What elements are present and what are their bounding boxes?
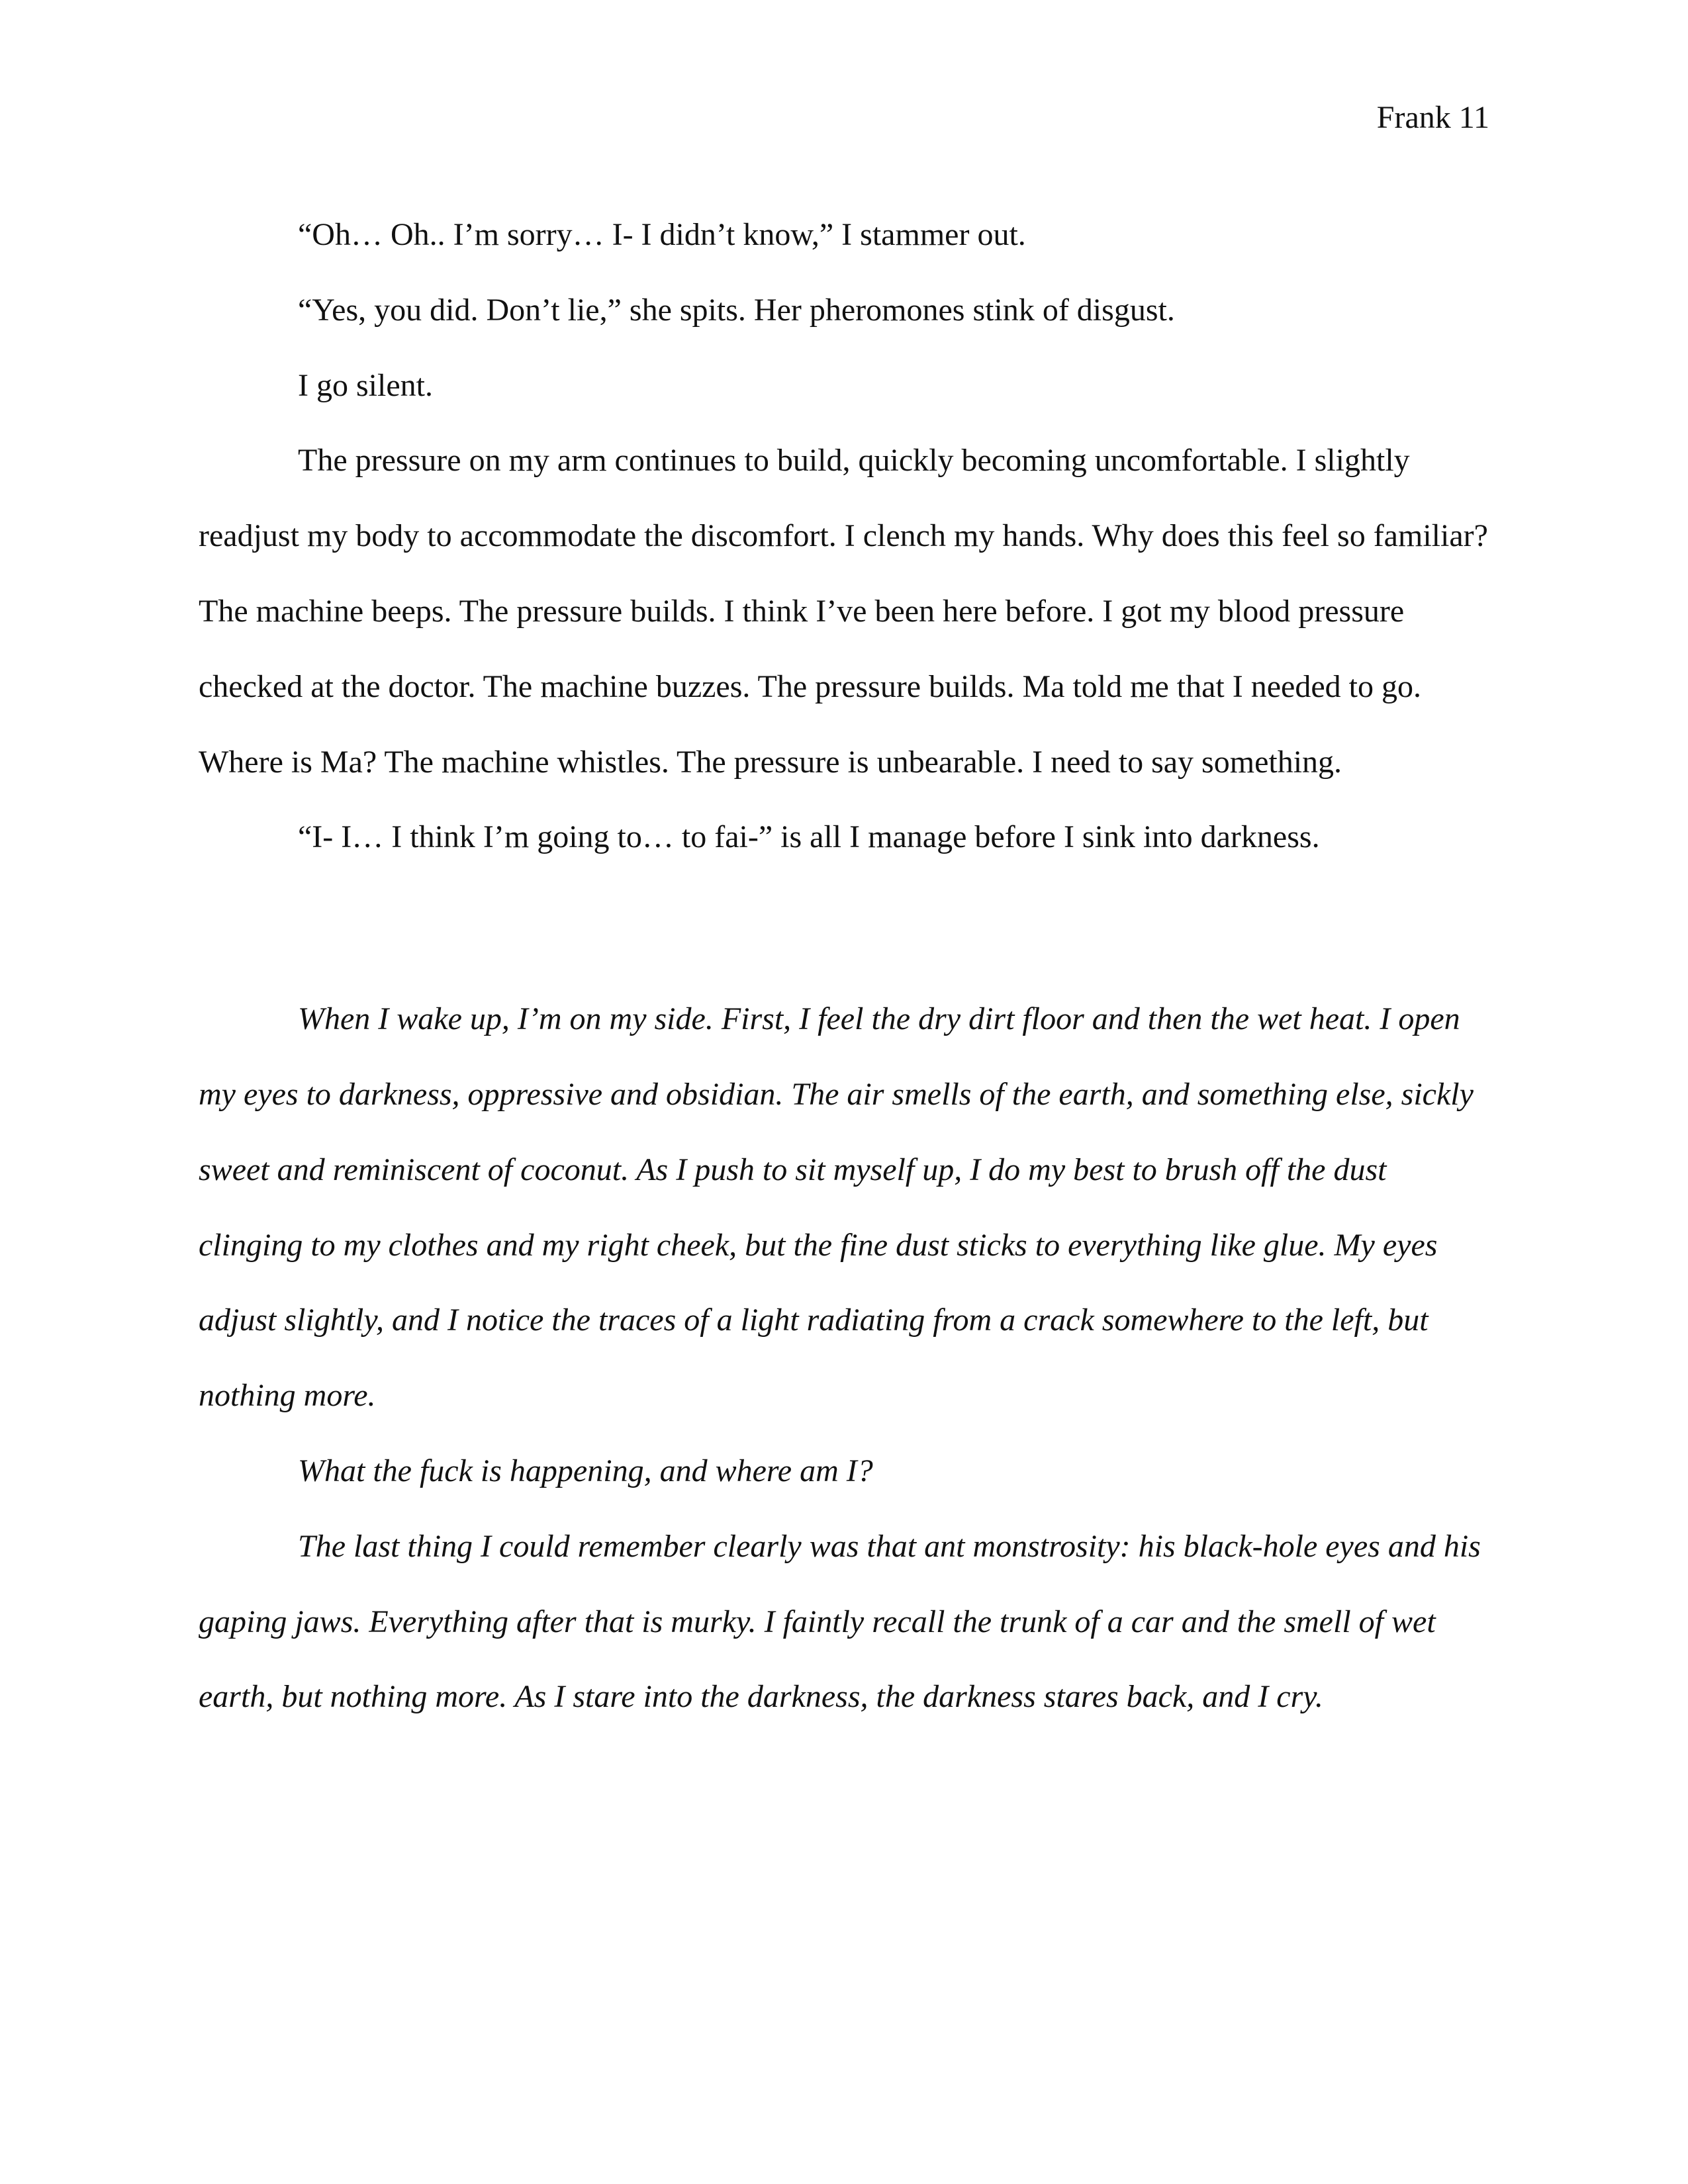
paragraph-pressure: The pressure on my arm continues to build, quickly becoming uncomfortable. I slightly readjust my body to accommodate the discomfort. I clench my hands. Why does this feel so familiar? The machine beeps. The pressure builds. I think I’ve been here before. I got my blood pressure checked at the doctor. The machine buzzes. The pressure builds. Ma told me that I needed to go. Where is Ma? The machine whistles. The pressure is unbearable. I need to say something. bbox=[199, 443, 1488, 780]
paragraph-accusation: “Yes, you did. Don’t lie,” she spits. Her pheromones stink of disgust. bbox=[298, 292, 1175, 328]
paragraph-silence: I go silent. bbox=[298, 367, 433, 403]
running-head: Frank 11 bbox=[1376, 100, 1489, 135]
section-break bbox=[199, 875, 1491, 981]
paragraph-apology: “Oh… Oh.. I’m sorry… I- I didn’t know,” I stammer out. bbox=[298, 217, 1026, 252]
paragraph-fainting: “I- I… I think I’m going to… to fai-” is all I manage before I sink into darkness. bbox=[298, 819, 1320, 855]
paragraph-waking: When I wake up, I’m on my side. First, I feel the dry dirt floor and then the wet heat. I open my eyes to darkness, oppressive and obsidian. The air smells of the earth, and something else, sickly sweet and reminiscent of coconut. As I push to sit myself up, I do my best to brush off the dust clinging to my clothes and my right cheek, but the fine dust sticks to everything like glue. My eyes adjust slightly, and I notice the traces of a light radiating from a crack somewhere to the left, but nothing more. bbox=[199, 1001, 1474, 1414]
paragraph-memory: The last thing I could remember clearly was that ant monstrosity: his black-hole eyes and his gaping jaws. Everything after that is murky. I faintly recall the trunk of a car and the smell of wet earth, but nothing more. As I stare into the darkness, the darkness stares back, and I cry. bbox=[199, 1528, 1481, 1715]
manuscript-body bbox=[199, 197, 1491, 1735]
paragraph-question: What the fuck is happening, and where am I? bbox=[298, 1453, 873, 1488]
